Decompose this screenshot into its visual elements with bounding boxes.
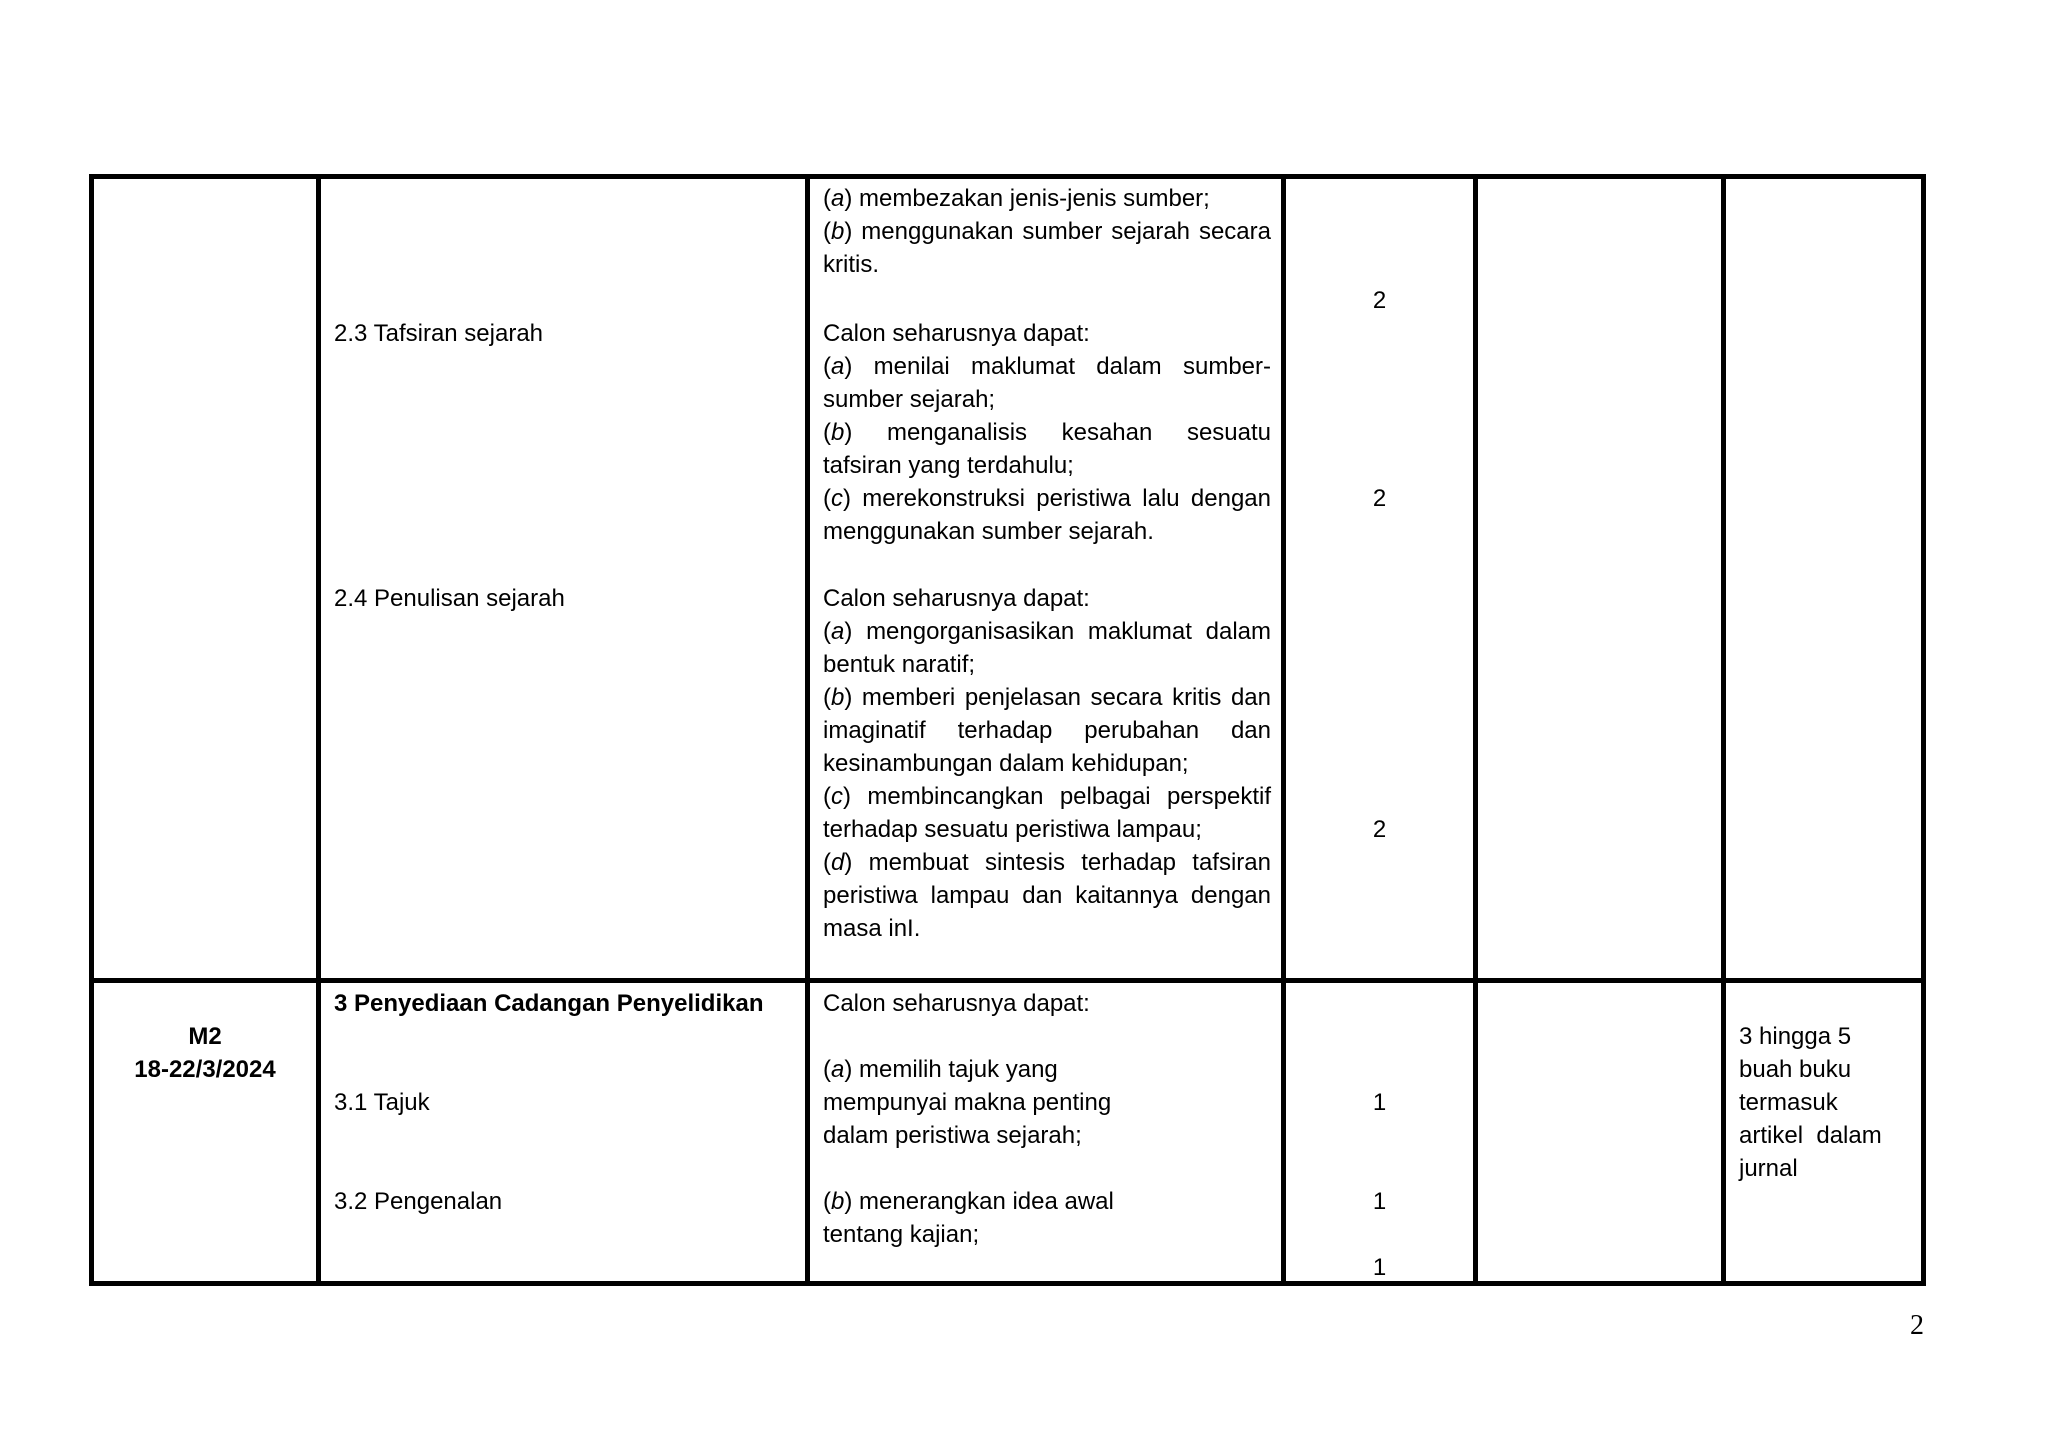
- hours-value: 2: [1372, 287, 1387, 314]
- week-dates: 18-22/3/2024: [134, 1056, 276, 1083]
- topic-3-2: 3.2 Pengenalan: [334, 1188, 503, 1215]
- reference-line: termasuk: [1739, 1089, 1838, 1116]
- table-row: [92, 177, 1924, 981]
- week-label: M2: [188, 1023, 222, 1050]
- objective-line: (a) mengorganisasikan maklumat dalam: [823, 618, 1271, 645]
- objective-line: bentuk naratif;: [823, 651, 976, 678]
- topic-2-3: 2.3 Tafsiran sejarah: [334, 320, 544, 347]
- hours-value: 1: [1372, 1089, 1387, 1116]
- topic-3-1: 3.1 Tajuk: [334, 1089, 430, 1116]
- week-cell: [92, 177, 319, 981]
- objective-line: (d) membuat sintesis terhadap tafsiran: [823, 849, 1271, 876]
- objective-line: (b) menggunakan sumber sejarah secara: [823, 218, 1271, 245]
- hours-value: 2: [1372, 485, 1387, 512]
- reference-line: artikel dalam: [1739, 1122, 1882, 1149]
- objective-line: imaginatif terhadap perubahan dan: [823, 717, 1271, 744]
- topic-cell: [319, 177, 808, 981]
- objective-intro: Calon seharusnya dapat:: [823, 585, 1090, 612]
- objective-line: tentang kajian;: [823, 1221, 980, 1248]
- reference-line: jurnal: [1739, 1155, 1798, 1182]
- hours-cell: [1284, 981, 1476, 1284]
- week-cell: [92, 981, 319, 1284]
- hours-value: 2: [1372, 816, 1387, 843]
- objective-line: terhadap sesuatu peristiwa lampau;: [823, 816, 1202, 843]
- objective-line: (a) menilai maklumat dalam sumber-: [823, 353, 1271, 380]
- objective-intro: Calon seharusnya dapat:: [823, 990, 1090, 1017]
- hours-value: 1: [1372, 1188, 1387, 1215]
- objective-line: dalam peristiwa sejarah;: [823, 1122, 1082, 1149]
- objective-line: menggunakan sumber sejarah.: [823, 518, 1154, 545]
- empty-cell: [1476, 177, 1724, 981]
- reference-line: 3 hingga 5: [1739, 1023, 1852, 1050]
- references-cell: [1724, 177, 1924, 981]
- table-row: [92, 981, 1924, 1284]
- hours-cell: [1284, 177, 1476, 981]
- objective-intro: Calon seharusnya dapat:: [823, 320, 1090, 347]
- empty-cell: [1476, 981, 1724, 1284]
- objectives-cell: [808, 981, 1284, 1284]
- objective-line: tafsiran yang terdahulu;: [823, 452, 1074, 479]
- reference-line: buah buku: [1739, 1056, 1852, 1083]
- references-cell: [1724, 981, 1924, 1284]
- objective-line: (a) membezakan jenis-jenis sumber;: [823, 185, 1210, 212]
- teaching-plan-table: [89, 174, 1926, 1286]
- objective-line: (c) membincangkan pelbagai perspektif: [823, 783, 1271, 810]
- topic-2-4: 2.4 Penulisan sejarah: [334, 585, 565, 612]
- objective-line: (b) menerangkan idea awal: [823, 1188, 1114, 1215]
- objective-line: (a) memilih tajuk yang: [823, 1056, 1058, 1083]
- objectives-cell: [808, 177, 1284, 981]
- objective-line: kesinambungan dalam kehidupan;: [823, 750, 1189, 777]
- topic-cell: [319, 981, 808, 1284]
- hours-value: 1: [1372, 1254, 1387, 1281]
- objective-line: kritis.: [823, 251, 879, 278]
- section-title: 3 Penyediaan Cadangan Penyelidikan: [334, 990, 764, 1017]
- objective-line: (c) merekonstruksi peristiwa lalu dengan: [823, 485, 1271, 512]
- objective-line: mempunyai makna penting: [823, 1089, 1112, 1116]
- objective-line: masa inI.: [823, 915, 921, 942]
- objective-line: (b) memberi penjelasan secara kritis dan: [823, 684, 1271, 711]
- objective-line: peristiwa lampau dan kaitannya dengan: [823, 882, 1271, 909]
- objective-line: sumber sejarah;: [823, 386, 996, 413]
- objective-line: (b) menganalisis kesahan sesuatu: [823, 419, 1271, 446]
- page-number: 2: [1910, 1310, 1924, 1341]
